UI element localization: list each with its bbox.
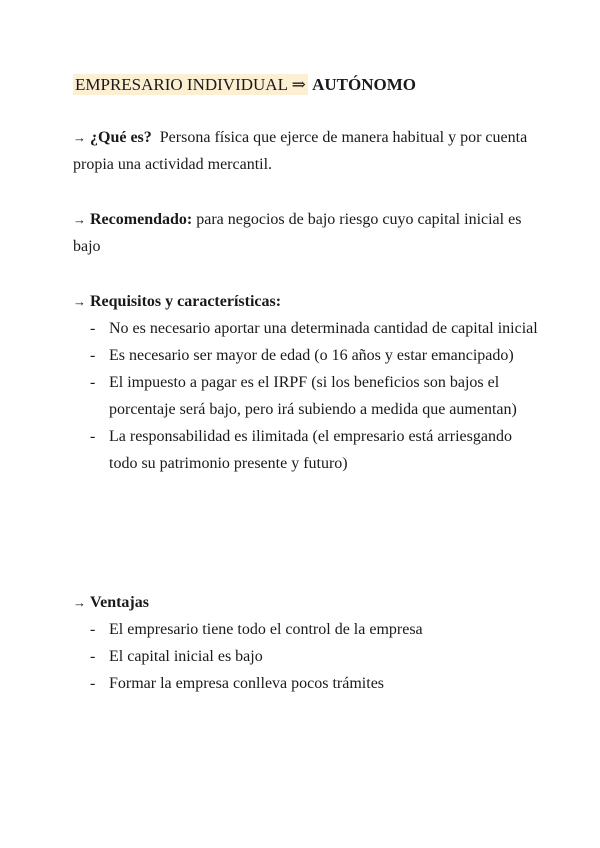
bullet-dash: - — [90, 621, 96, 638]
bullet-dash: - — [90, 648, 96, 665]
list-item-text: Formar la empresa conlleva pocos trámites — [109, 675, 385, 692]
section-que-es — [73, 124, 543, 178]
title-bold-text: AUTÓNOMO — [312, 75, 416, 94]
title-highlighted-text: EMPRESARIO INDIVIDUAL ⇒ — [75, 75, 306, 94]
arrow-icon: → — [73, 212, 86, 227]
bullet-dash: - — [90, 428, 96, 445]
requisitos-list — [73, 315, 543, 477]
recomendado-text: para negocios de bajo riesgo cuyo capital inicial es bajo — [73, 211, 522, 255]
list-item — [73, 342, 543, 369]
list-item — [73, 616, 543, 643]
list-item — [73, 315, 543, 342]
ventajas-label: Ventajas — [90, 594, 149, 611]
bullet-dash: - — [90, 675, 96, 692]
bullet-dash: - — [90, 320, 96, 337]
list-item-text: La responsabilidad es ilimitada (el empresario está arriesgando todo su patrimonio presente y futuro) — [109, 428, 512, 472]
ventajas-list — [73, 616, 543, 697]
page-title — [73, 73, 416, 97]
section-recomendado — [73, 206, 543, 260]
list-item-text: El capital inicial es bajo — [109, 648, 263, 665]
que-es-label: ¿Qué es? — [90, 129, 152, 146]
list-item-text: El impuesto a pagar es el IRPF (si los beneficios son bajos el porcentaje será bajo, pero irá subiendo a medida que aumentan) — [109, 374, 517, 418]
arrow-icon: → — [73, 294, 86, 309]
arrow-icon: → — [73, 595, 86, 610]
bullet-dash: - — [90, 347, 96, 364]
list-item — [73, 643, 543, 670]
requisitos-label: Requisitos y características: — [90, 293, 282, 310]
list-item — [73, 423, 543, 477]
section-ventajas — [73, 589, 543, 697]
list-item-text: Es necesario ser mayor de edad (o 16 años y estar emancipado) — [109, 347, 514, 364]
recomendado-label: Recomendado: — [90, 211, 193, 228]
list-item — [73, 670, 543, 697]
que-es-text: Persona física que ejerce de manera habitual y por cuenta propia una actividad mercantil. — [73, 129, 528, 173]
list-item-text: No es necesario aportar una determinada cantidad de capital inicial — [109, 320, 538, 337]
list-item-text: El empresario tiene todo el control de la empresa — [109, 621, 423, 638]
section-requisitos — [73, 288, 543, 477]
bullet-dash: - — [90, 374, 96, 391]
arrow-icon: → — [73, 130, 86, 145]
list-item — [73, 369, 543, 423]
